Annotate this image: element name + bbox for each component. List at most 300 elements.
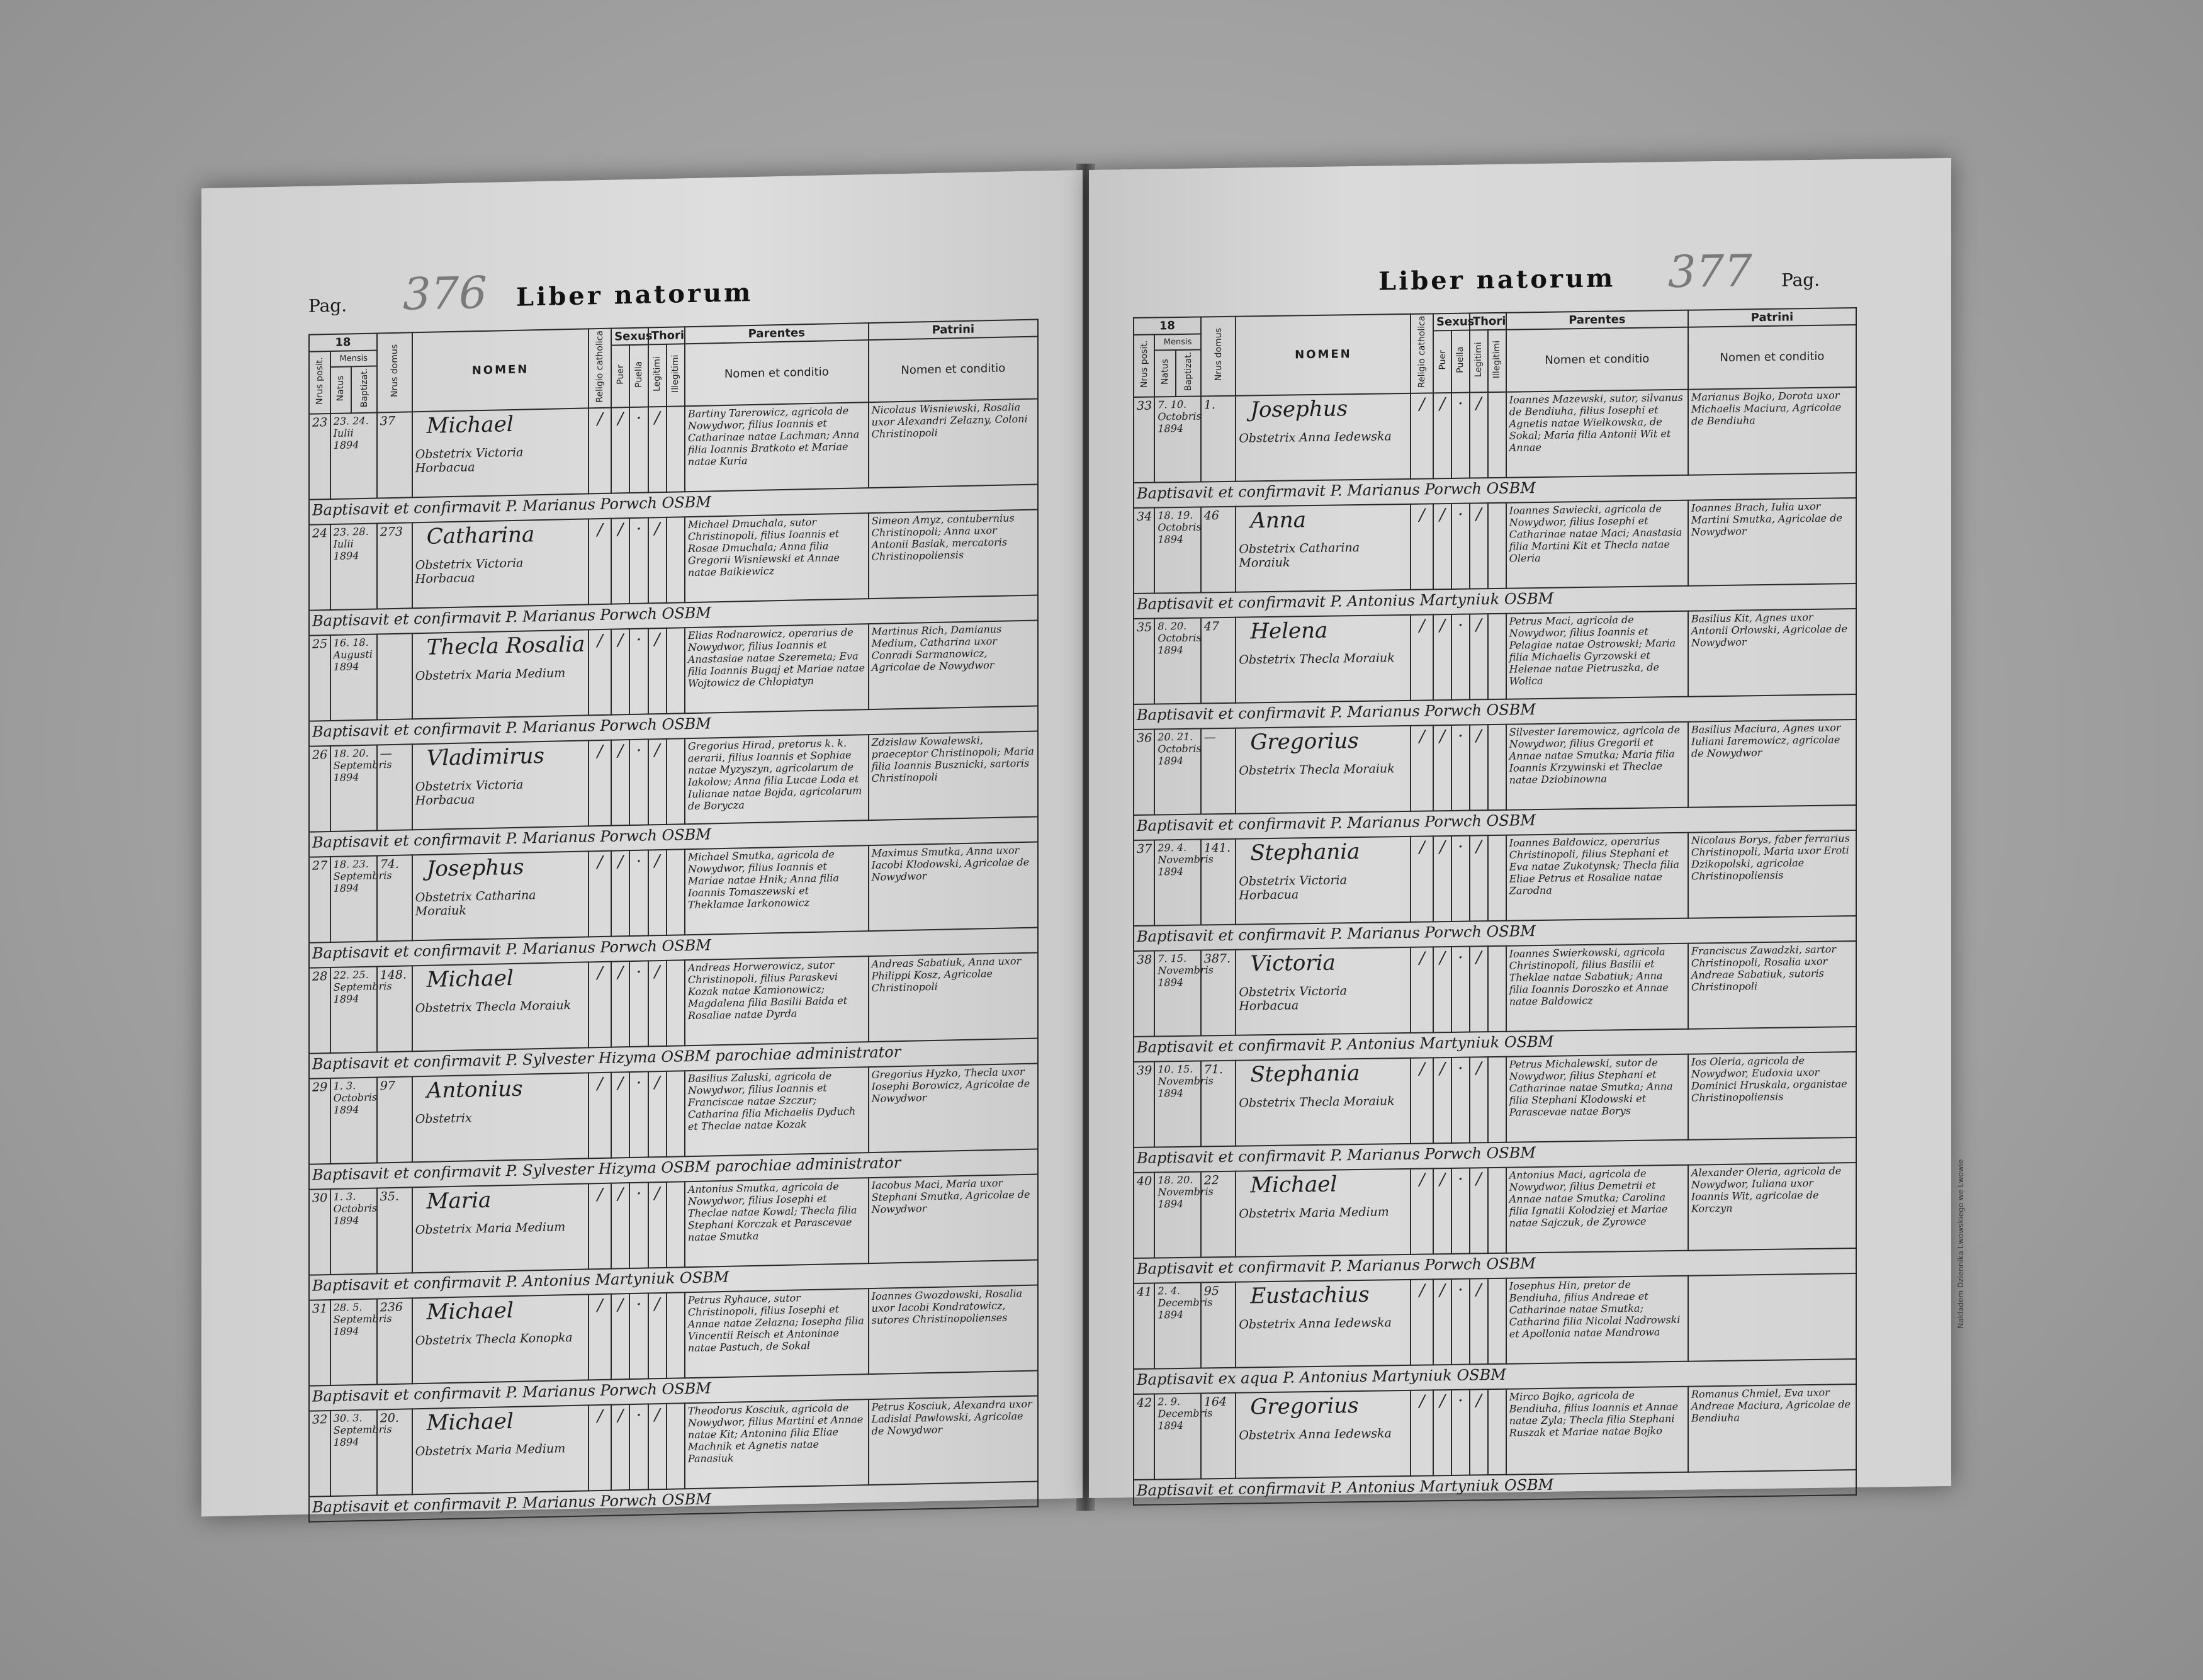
puella-mark: · <box>629 517 648 604</box>
birth-day: 1. <box>333 1190 343 1203</box>
child-name: Michael <box>426 411 514 439</box>
puer-mark: / <box>611 1072 629 1158</box>
baptism-day: 4. <box>1176 841 1187 854</box>
house-number: 95 <box>1201 1282 1236 1368</box>
illegitimi-mark <box>667 849 685 935</box>
puer-mark: / <box>611 1294 629 1380</box>
puer-mark: / <box>1433 393 1451 478</box>
godparents-text: Petrus Kosciuk, Alexandra uxor Ladislai Pawlowski, Agricolae de Nowydwor <box>869 1395 1038 1485</box>
register-entry-row <box>309 1395 1038 1496</box>
house-number: 74. <box>377 855 412 941</box>
baptism-note: Baptisavit et confirmavit P. Marianus Porwch OSBM <box>309 816 1038 857</box>
puer-mark: / <box>1433 1057 1451 1143</box>
puella-mark: · <box>629 628 648 714</box>
child-name-cell <box>412 1405 589 1494</box>
godparents-text: Andreas Sabatiuk, Anna uxor Philippi Kosz, Agricolae Christinopoli <box>869 952 1038 1042</box>
entry-number: 34 <box>1134 507 1154 593</box>
baptism-note: Baptisavit et confirmavit P. Marianus Porwch OSBM <box>309 1481 1038 1521</box>
entry-number: 27 <box>309 857 330 943</box>
sexus-header: Sexus <box>611 327 648 345</box>
parents-text: Iosephus Hin, pretor de Bendiuha, filius Andreae et Catharinae natae Smutka; Catharina filia Nicolai Nadrowski et Apollonia natae Mandrowa <box>1506 1275 1688 1363</box>
legitimi-mark: / <box>648 406 667 492</box>
birth-day: 23. <box>333 414 350 427</box>
parents-text: Antonius Smutka, agricola de Nowydwor, filius Iosephi et Theclae natae Kowal; Thecla filia Stephani Korczak et Parascevae natae Smutka <box>685 1178 869 1267</box>
child-name: Eustachius <box>1250 1282 1370 1309</box>
puer-mark: / <box>1433 1168 1451 1254</box>
puella-mark: · <box>1451 724 1470 810</box>
illegitimi-mark <box>667 1292 685 1378</box>
religio-mark: / <box>1411 947 1433 1032</box>
num-posit-header: Nrus posit. <box>309 351 330 414</box>
entry-dates <box>1154 396 1200 482</box>
entry-month-year: Septembris 1894 <box>333 1312 392 1338</box>
religio-mark: / <box>1411 614 1433 700</box>
entry-dates <box>330 745 392 832</box>
parents-text: Petrus Maci, agricola de Nowydwor, filius Ioannis et Pelagiae natae Ostrowski; Maria filia Michaelis Gyrzowski et Helenae natae Pietruszka, de Wolica <box>1506 611 1688 699</box>
house-number: 148. <box>377 966 412 1052</box>
entry-dates <box>330 1188 377 1275</box>
birth-day: 30. <box>333 1411 350 1424</box>
pag-label: Pag. <box>1781 269 1820 291</box>
baptism-day: 20. <box>352 747 369 759</box>
baptism-day: 9. <box>1170 1395 1180 1407</box>
entry-month-year: Septembris 1894 <box>333 1423 392 1448</box>
godparents-text: Basilius Kit, Agnes uxor Antonii Orlowski, Agricolae de Nowydwor <box>1688 609 1856 697</box>
religio-mark: / <box>1411 393 1433 478</box>
child-name-cell <box>1236 836 1411 924</box>
child-name: Gregorius <box>1250 728 1359 755</box>
puella-mark: · <box>1451 1057 1470 1142</box>
godparents-text: Basilius Maciura, Agnes uxor Iuliani Iaremowicz, agricolae de Nowydwor <box>1688 719 1856 808</box>
puer-header: Puer <box>611 345 629 407</box>
entry-month-year: Augusti 1894 <box>333 648 373 673</box>
midwife: Obstetrix Anna Iedewska <box>1239 1315 1392 1332</box>
puella-mark: · <box>629 1293 648 1379</box>
midwife: Obstetrix Victoria Horbacua <box>1239 983 1347 1013</box>
house-number: 97 <box>377 1076 412 1163</box>
baptism-note: Baptisavit et confirmavit P. Marianus Porwch OSBM <box>1134 1248 1856 1283</box>
puer-mark: / <box>611 850 629 937</box>
house-number: 47 <box>1201 617 1236 703</box>
baptism-note: Baptisavit et confirmavit P. Marianus Porwch OSBM <box>1134 1137 1856 1173</box>
parents-text: Michael Smutka, agricola de Nowydwor, filius Ioannis et Mariae natae Hnik; Anna filia Ioannis Tomaszewski et Theklamae Iarkonowicz <box>685 845 869 935</box>
nomen-header: NOMEN <box>1236 314 1411 395</box>
puer-mark: / <box>1433 836 1451 922</box>
entry-dates <box>1154 839 1214 925</box>
baptism-note: Baptisavit et confirmavit P. Marianus Porwch OSBM <box>309 927 1038 967</box>
puer-mark: / <box>611 740 629 826</box>
birth-day: 18. <box>333 747 350 760</box>
entry-number: 33 <box>1134 397 1154 482</box>
entry-dates <box>1154 1393 1213 1479</box>
midwife: Obstetrix Thecla Moraiuk <box>415 998 572 1015</box>
register-entry-row <box>1134 609 1856 704</box>
child-name: Gregorius <box>1250 1392 1359 1419</box>
entry-month-year: Octobris 1894 <box>1158 521 1202 546</box>
illegitimi-mark <box>1488 502 1506 588</box>
parents-text: Theodorus Kosciuk, agricola de Nowydwor, filius Martini et Annae natae Kit; Antonina filia Eliae Machnik et Agnetis natae Panasiuk <box>685 1399 869 1489</box>
entry-dates <box>330 523 377 610</box>
entry-month-year: Novembris 1894 <box>1158 852 1214 878</box>
birth-day: 20. <box>1158 730 1174 743</box>
register-entry-row <box>1134 1052 1856 1147</box>
house-number: 35. <box>377 1187 412 1273</box>
left-page <box>201 170 1083 1516</box>
illegitimi-mark <box>667 628 685 714</box>
register-entry-row <box>1134 1273 1856 1369</box>
entry-month-year: Octobris 1894 <box>333 1202 378 1227</box>
patrini-header: Patrini <box>1688 308 1856 327</box>
parents-text: Petrus Ryhauce, sutor Christinopoli, filius Iosephi et Annae natae Zelazna; Iosepha filia Vincentii Reisch et Antoninae natae Pastuch, de Sokal <box>685 1288 869 1378</box>
baptism-note: Baptisavit et confirmavit P. Marianus Porwch OSBM <box>309 595 1038 635</box>
page-title: Liber natorum <box>1378 263 1616 296</box>
entry-number: 36 <box>1134 729 1154 815</box>
parents-text: Ioannes Baldowicz, operarius Christinopoli, filius Stephani et Eva natae Zukotynsk; Thecla filia Eliae Petrus et Rosaliae natae Zarodna <box>1506 832 1688 920</box>
entry-number: 31 <box>309 1300 330 1386</box>
legitimi-header: Legitimi <box>648 344 667 407</box>
parents-text: Andreas Horwerowicz, sutor Christinopoli, filius Paraskevi Kozak natae Kamionowicz; Magdalena filia Basilii Baida et Rosaliae natae Dyrda <box>685 956 869 1046</box>
register-entry-row <box>309 842 1038 942</box>
entry-dates <box>1154 950 1214 1036</box>
parentes-subheader: Nomen et conditio <box>1506 327 1688 392</box>
legitimi-mark: / <box>1470 835 1488 921</box>
puer-mark: / <box>1433 1279 1451 1365</box>
puer-mark: / <box>1433 1390 1451 1475</box>
nomen-header: NOMEN <box>412 329 589 411</box>
religio-mark: / <box>1411 836 1433 922</box>
right-page <box>1089 158 1965 1499</box>
child-name: Vladimirus <box>426 743 544 771</box>
child-name: Michael <box>426 965 514 993</box>
midwife: Obstetrix Victoria Horbacua <box>415 777 524 808</box>
entry-dates <box>1154 617 1200 704</box>
entry-dates <box>330 634 377 721</box>
birth-day: 2. <box>1158 1395 1168 1408</box>
child-name-cell <box>1236 504 1411 592</box>
midwife: Obstetrix Thecla Moraiuk <box>1239 761 1395 778</box>
entry-number: 39 <box>1134 1061 1154 1147</box>
legitimi-mark: / <box>648 1292 667 1378</box>
puer-mark: / <box>611 1183 629 1269</box>
birth-day: 16. <box>333 636 350 649</box>
entry-dates <box>1154 728 1200 815</box>
house-number: 46 <box>1201 506 1236 592</box>
legitimi-mark: / <box>1470 1278 1488 1364</box>
illegitimi-mark <box>1488 835 1506 920</box>
patrini-header: Patrini <box>869 319 1038 340</box>
godparents-text: Iacobus Maci, Maria uxor Stephani Smutka, Agricolae de Nowydwor <box>869 1174 1038 1263</box>
religio-mark: / <box>1411 1057 1433 1143</box>
entry-month-year: Novembris 1894 <box>1158 1074 1214 1100</box>
illegitimi-mark <box>667 1403 685 1489</box>
house-number <box>377 633 412 719</box>
baptism-day: 3. <box>352 1411 363 1424</box>
legitimi-mark: / <box>1470 614 1488 699</box>
birth-day: 22. <box>333 968 350 981</box>
godparents-text <box>1688 1273 1856 1361</box>
house-number: 71. <box>1201 1060 1236 1146</box>
entry-number: 35 <box>1134 618 1154 704</box>
parentes-header: Parentes <box>685 323 869 344</box>
register-entry-row <box>309 509 1038 610</box>
legitimi-header: Legitimi <box>1470 330 1488 392</box>
religio-mark: / <box>589 1072 611 1158</box>
entry-dates <box>330 966 392 1053</box>
religio-mark: / <box>589 961 611 1047</box>
num-domus-header: Nrus domus <box>1201 317 1236 396</box>
house-number: 22 <box>1201 1171 1236 1257</box>
midwife: Obstetrix Catharina Moraiuk <box>415 888 536 918</box>
house-number: 37 <box>377 412 412 498</box>
illegitimi-mark <box>667 960 685 1046</box>
puella-mark: · <box>1451 614 1470 699</box>
entry-month-year: Octobris 1894 <box>1158 410 1202 435</box>
midwife: Obstetrix Thecla Konopka <box>415 1330 573 1348</box>
right-page-header <box>1089 246 1951 308</box>
godparents-text: Nicolaus Borys, faber ferrarius Christinopoli, Maria uxor Eroti Dzikopolski, agricolae Christinopoliensis <box>1688 830 1856 918</box>
house-number: 387. <box>1201 949 1236 1035</box>
house-number: 236 <box>377 1298 412 1384</box>
midwife: Obstetrix Maria Medium <box>415 665 566 683</box>
puer-mark: / <box>611 407 629 493</box>
midwife: Obstetrix Thecla Moraiuk <box>1239 1093 1395 1110</box>
birth-day: 18. <box>333 857 350 871</box>
baptism-day: 15. <box>1170 952 1187 964</box>
page-number: 376 <box>403 266 487 320</box>
baptism-day: 4. <box>1170 1284 1180 1297</box>
legitimi-mark: / <box>1470 724 1488 810</box>
child-name: Josephus <box>1250 395 1348 422</box>
puer-mark: / <box>1433 725 1451 811</box>
child-name-cell <box>1236 614 1411 702</box>
birth-day: 8. <box>1158 619 1168 633</box>
midwife: Obstetrix Victoria Horbacua <box>1239 872 1347 903</box>
religio-mark: / <box>1411 504 1433 589</box>
natus-header: Natus <box>330 367 352 414</box>
child-name: Thecla Rosalia <box>426 631 585 660</box>
illegitimi-mark <box>1488 613 1506 699</box>
register-entry-row <box>309 731 1038 832</box>
puer-mark: / <box>1433 947 1451 1032</box>
puella-mark: · <box>629 1182 648 1268</box>
midwife: Obstetrix <box>415 1110 472 1126</box>
entry-dates <box>1154 507 1200 593</box>
birth-day: 10. <box>1158 1063 1174 1076</box>
sexus-header: Sexus <box>1433 313 1470 331</box>
entry-number: 40 <box>1134 1172 1154 1258</box>
legitimi-mark: / <box>1470 1389 1488 1475</box>
puer-header: Puer <box>1433 330 1451 393</box>
house-number: — <box>1201 728 1236 814</box>
register-entry-row <box>1134 387 1856 483</box>
illegitimi-mark <box>667 1181 685 1268</box>
child-name: Stephania <box>1250 838 1360 865</box>
year-header: 18 <box>1134 317 1201 335</box>
legitimi-mark: / <box>1470 1168 1488 1253</box>
patrini-subheader: Nomen et conditio <box>1688 325 1856 389</box>
house-number: 273 <box>377 522 412 609</box>
baptism-note: Baptisavit et confirmavit P. Marianus Porwch OSBM <box>1134 916 1856 951</box>
parents-text: Elias Rodnarowicz, operarius de Nowydwor, filius Ioannis et Anastasiae natae Szeremeta; Eva filia Ioannis Bugaj et Mariae natae Wojtowicz de Chlopiatyn <box>685 624 869 713</box>
godparents-text: Zdzislaw Kowalewski, praeceptor Christinopoli; Maria filia Ioannis Busznicki, sartoris Christinopoli <box>869 731 1038 820</box>
religio-mark: / <box>1411 1279 1433 1365</box>
child-name: Victoria <box>1250 950 1336 976</box>
entry-number: 26 <box>309 746 330 832</box>
thori-header: Thori <box>1470 313 1506 330</box>
child-name-cell <box>412 408 589 497</box>
godparents-text: Ios Oleria, agricola de Nowydwor, Eudoxia uxor Dominici Hruskala, organistae Christinopoliensis <box>1688 1052 1856 1140</box>
legitimi-mark: / <box>648 1071 667 1157</box>
puella-mark: · <box>629 850 648 936</box>
legitimi-mark: / <box>648 1181 667 1268</box>
register-entry-row <box>309 1063 1038 1164</box>
entry-month-year: Iulii 1894 <box>333 537 359 562</box>
midwife: Obstetrix Victoria Horbacua <box>415 556 524 586</box>
puella-mark: · <box>629 407 648 493</box>
parents-text: Michael Dmuchala, sutor Christinopoli, filius Ioannis et Rosae Dmuchala; Anna filia Gregorii Wisniewski et Annae natae Baikiewicz <box>685 513 869 602</box>
legitimi-mark: / <box>648 960 667 1046</box>
baptism-note: Baptisavit et confirmavit P. Antonius Martyniuk OSBM <box>1134 1027 1856 1062</box>
godparents-text: Nicolaus Wisniewski, Rosalia uxor Alexandri Zelazny, Coloni Christinopoli <box>869 398 1038 488</box>
midwife: Obstetrix Maria Medium <box>1239 1204 1389 1221</box>
religio-mark: / <box>1411 725 1433 811</box>
puer-mark: / <box>611 629 629 715</box>
child-name: Anna <box>1250 507 1306 533</box>
godparents-text: Alexander Oleria, agricola de Nowydwor, Iuliana uxor Ioannis Wit, agricolae de Korczyn <box>1688 1163 1856 1251</box>
baptism-note: Baptisavit et confirmavit P. Marianus Porwch OSBM <box>309 706 1038 746</box>
baptism-note: Baptisavit et confirmavit P. Marianus Porwch OSBM <box>309 1370 1038 1411</box>
entry-number: 38 <box>1134 950 1154 1036</box>
page-number: 377 <box>1668 245 1752 298</box>
illegitimi-mark <box>667 738 685 825</box>
child-name-cell <box>1236 1279 1411 1367</box>
godparents-text: Simeon Amyz, contubernius Christinopoli; Anna uxor Antonii Basiak, mercatoris Christinopoliensis <box>869 509 1038 599</box>
legitimi-mark: / <box>648 517 667 603</box>
parents-text: Mirco Bojko, agricola de Bendiuha, filius Ioannis et Annae natae Zyla; Thecla filia Stephani Ruszak et Mariae natae Bojko <box>1506 1386 1688 1474</box>
illegitimi-mark <box>1488 392 1506 477</box>
puella-mark: · <box>629 961 648 1047</box>
child-name-cell <box>412 1183 589 1273</box>
illegitimi-mark <box>1488 1389 1506 1474</box>
entry-number: 29 <box>309 1078 330 1164</box>
thori-header: Thori <box>648 327 685 344</box>
house-number: — <box>377 744 412 830</box>
printer-note: Nakladem Dziennika Lwowskiego we Lwowie <box>1956 1159 1965 1329</box>
puella-mark: · <box>1451 1389 1470 1475</box>
entry-dates <box>330 1077 377 1164</box>
puella-mark: · <box>1451 835 1470 921</box>
baptism-day: 21. <box>1176 730 1193 743</box>
baptism-day: 23. <box>352 857 369 870</box>
baptism-day: 15. <box>1176 1063 1193 1075</box>
parentes-subheader: Nomen et conditio <box>685 340 869 406</box>
child-name-cell <box>1236 393 1411 481</box>
patrini-subheader: Nomen et conditio <box>869 336 1038 402</box>
legitimi-mark: / <box>648 738 667 825</box>
puella-mark: · <box>1451 503 1470 589</box>
birth-day: 2. <box>1158 1284 1168 1297</box>
puer-mark: / <box>611 961 629 1047</box>
godparents-text: Romanus Chmiel, Eva uxor Andreae Maciura, Agricolae de Bendiuha <box>1688 1384 1856 1472</box>
religio-mark: / <box>1411 1390 1433 1475</box>
legitimi-mark: / <box>1470 946 1488 1032</box>
house-number: 1. <box>1201 395 1236 482</box>
register-entry-row <box>1134 1384 1856 1480</box>
child-name: Maria <box>426 1187 492 1214</box>
puella-header: Puella <box>1451 330 1470 393</box>
religio-mark: / <box>1411 1168 1433 1254</box>
religio-mark: / <box>589 1294 611 1380</box>
birth-day: 18. <box>1158 509 1174 522</box>
baptizat-header: Baptizat. <box>1176 350 1201 397</box>
entry-month-year: Septembris 1894 <box>333 869 392 894</box>
midwife: Obstetrix Victoria Horbacua <box>415 445 524 475</box>
register-entry-row <box>309 620 1038 721</box>
parents-text: Ioannes Mazewski, sutor, silvanus de Bendiuha, filius Iosephi et Agnetis natae Wielkowska, de Sokal; Maria filia Antonii Wit et Annae <box>1506 389 1688 477</box>
godparents-text: Marianus Bojko, Dorota uxor Michaelis Maciura, Agricolae de Bendiuha <box>1688 387 1856 475</box>
baptism-note: Baptisavit et confirmavit P. Antonius Martyniuk OSBM <box>309 1260 1038 1300</box>
baptism-day: 19. <box>1176 509 1193 521</box>
legitimi-mark: / <box>648 1403 667 1489</box>
child-name: Helena <box>1250 617 1328 644</box>
illegitimi-mark <box>667 406 685 492</box>
illegitimi-header: Illegitimi <box>1488 330 1506 392</box>
register-entry-row <box>1134 830 1856 926</box>
parents-text: Petrus Michalewski, sutor de Nowydwor, filius Stephani et Catharinae natae Smutka; Anna filia Stephani Klodowski et Parascevae natae Borys <box>1506 1054 1688 1142</box>
child-name-cell <box>412 740 589 830</box>
religio-mark: / <box>589 740 611 826</box>
parentes-header: Parentes <box>1506 310 1688 330</box>
register-entry-row <box>1134 498 1856 594</box>
num-domus-header: Nrus domus <box>377 332 412 412</box>
entry-month-year: Novembris 1894 <box>1158 963 1214 989</box>
religio-mark: / <box>589 518 611 604</box>
child-name: Stephania <box>1250 1060 1360 1087</box>
puella-mark: · <box>629 1404 648 1490</box>
parents-text: Antonius Maci, agricola de Nowydwor, filius Demetrii et Annae natae Smutka; Carolina filia Ignatii Kolodziej et Mariae natae Sajczuk, de Zyrowce <box>1506 1164 1688 1253</box>
midwife: Obstetrix Thecla Moraiuk <box>1239 650 1395 667</box>
puer-mark: / <box>1433 504 1451 589</box>
baptism-note: Baptisavit ex aqua P. Antonius Martyniuk OSBM <box>1134 1359 1856 1394</box>
puella-header: Puella <box>629 344 648 407</box>
puella-mark: · <box>629 739 648 825</box>
baptism-register-table <box>308 319 1039 1522</box>
midwife: Obstetrix Maria Medium <box>415 1219 566 1237</box>
left-page-header <box>201 258 1083 327</box>
child-name: Michael <box>1250 1171 1338 1198</box>
illegitimi-mark <box>1488 1167 1506 1253</box>
religio-mark: / <box>589 850 611 937</box>
baptism-day: 3. <box>346 1079 356 1092</box>
puer-mark: / <box>611 518 629 604</box>
baptism-note: Baptisavit et confirmavit P. Marianus Porwch OSBM <box>1134 694 1856 730</box>
entry-month-year: Septembris 1894 <box>333 979 392 1005</box>
child-name-cell <box>412 851 589 940</box>
register-entry-row <box>1134 719 1856 815</box>
baptism-day: 20. <box>1176 1173 1193 1186</box>
godparents-text: Maximus Smutka, Anna uxor Iacobi Klodowski, Agricolae de Nowydwor <box>869 842 1038 931</box>
parents-text: Gregorius Hirad, pretorus k. k. aerarii, filius Ioannis et Sophiae natae Myzyszyn, agricolarum de Iakolow; Anna filia Lucae Loda et Iulianae natae Bojda, agricolarum de Borycza <box>685 735 869 824</box>
legitimi-mark: / <box>1470 392 1488 478</box>
midwife: Obstetrix Anna Iedewska <box>1239 1426 1392 1443</box>
baptism-day: 24. <box>352 414 369 427</box>
legitimi-mark: / <box>648 849 667 935</box>
puella-mark: · <box>1451 1168 1470 1253</box>
entry-number: 23 <box>309 414 330 500</box>
birth-day: 18. <box>1158 1173 1174 1187</box>
child-name: Michael <box>426 1297 514 1325</box>
baptism-day: 3. <box>346 1190 356 1203</box>
